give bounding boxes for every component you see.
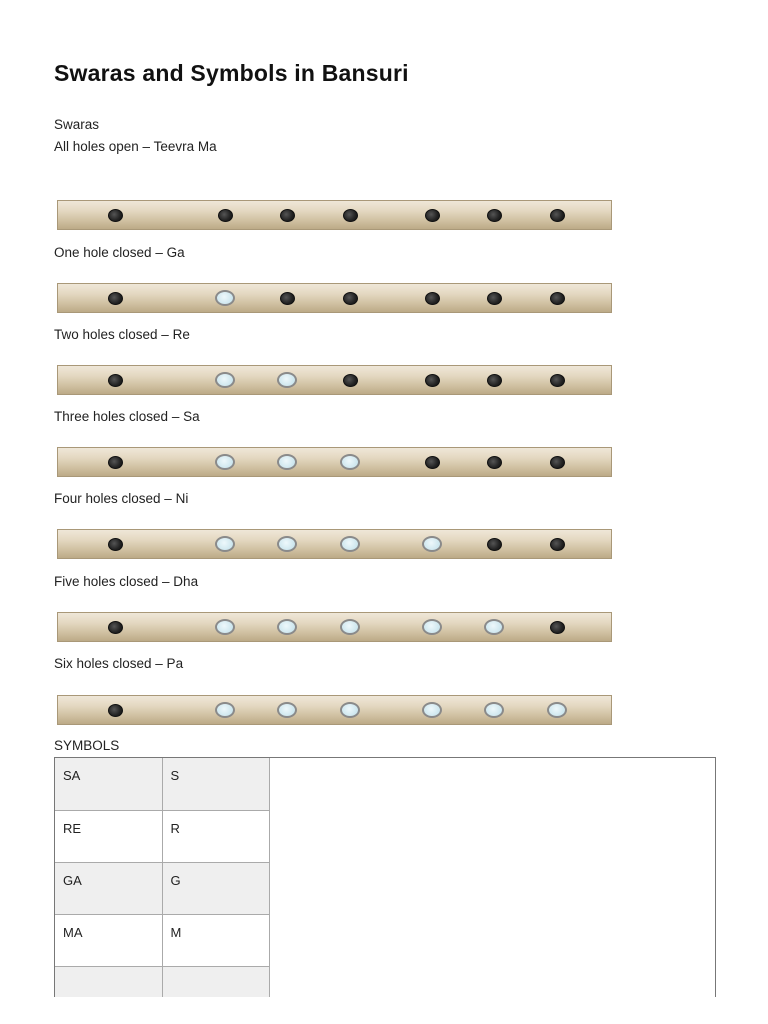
open-hole-icon [108,621,123,634]
open-hole-icon [108,538,123,551]
closed-hole-icon [277,619,297,635]
table-row [55,914,269,966]
flute-diagram [57,529,612,559]
closed-hole-icon [422,536,442,552]
open-hole-icon [343,374,358,387]
table-row [55,758,269,810]
page-title: Swaras and Symbols in Bansuri [54,60,409,86]
closed-hole-icon [277,372,297,388]
closed-hole-icon [422,702,442,718]
flute-caption: Five holes closed – Dha [54,574,199,589]
closed-hole-icon [484,702,504,718]
closed-hole-icon [215,702,235,718]
closed-hole-icon [340,702,360,718]
symbol-cell: R [162,810,269,862]
open-hole-icon [550,374,565,387]
open-hole-icon [108,209,123,222]
flute-caption: Four holes closed – Ni [54,491,189,506]
flute-caption: One hole closed – Ga [54,245,185,260]
table-row [55,810,269,862]
symbol-cell: M [162,914,269,966]
open-hole-icon [487,209,502,222]
symbols-table-frame [54,757,716,997]
symbol-cell: G [162,862,269,914]
open-hole-icon [108,374,123,387]
flute-diagram [57,447,612,477]
open-hole-icon [550,538,565,551]
open-hole-icon [550,456,565,469]
flute-diagram [57,283,612,313]
closed-hole-icon [340,536,360,552]
flute-diagram [57,695,612,725]
closed-hole-icon [277,536,297,552]
symbol-cell: S [162,758,269,810]
open-hole-icon [425,374,440,387]
closed-hole-icon [340,619,360,635]
open-hole-icon [425,209,440,222]
open-hole-icon [425,292,440,305]
swara-cell: MA [55,914,162,966]
closed-hole-icon [340,454,360,470]
open-hole-icon [343,292,358,305]
closed-hole-icon [547,702,567,718]
closed-hole-icon [215,536,235,552]
swara-cell: SA [55,758,162,810]
swara-cell: RE [55,810,162,862]
symbols-heading: SYMBOLS [54,738,120,753]
open-hole-icon [280,209,295,222]
flute-diagram [57,200,612,230]
open-hole-icon [550,292,565,305]
open-hole-icon [487,292,502,305]
section-label: Swaras [54,117,100,132]
swara-cell [55,966,162,997]
open-hole-icon [550,621,565,634]
closed-hole-icon [215,372,235,388]
open-hole-icon [425,456,440,469]
flute-diagram [57,365,612,395]
flute-caption: Three holes closed – Sa [54,409,200,424]
closed-hole-icon [215,290,235,306]
table-row [55,966,269,997]
closed-hole-icon [484,619,504,635]
flute-diagram [57,612,612,642]
open-hole-icon [218,209,233,222]
open-hole-icon [108,456,123,469]
swara-cell: GA [55,862,162,914]
symbols-table [55,758,270,997]
open-hole-icon [108,704,123,717]
open-hole-icon [343,209,358,222]
closed-hole-icon [277,702,297,718]
closed-hole-icon [215,454,235,470]
open-hole-icon [487,374,502,387]
open-hole-icon [487,538,502,551]
flute-caption: Two holes closed – Re [54,327,190,342]
table-row [55,862,269,914]
open-hole-icon [550,209,565,222]
open-hole-icon [108,292,123,305]
closed-hole-icon [422,619,442,635]
open-hole-icon [280,292,295,305]
flute-caption: All holes open – Teevra Ma [54,139,217,154]
closed-hole-icon [277,454,297,470]
symbol-cell [162,966,269,997]
closed-hole-icon [215,619,235,635]
open-hole-icon [487,456,502,469]
flute-caption: Six holes closed – Pa [54,656,184,671]
